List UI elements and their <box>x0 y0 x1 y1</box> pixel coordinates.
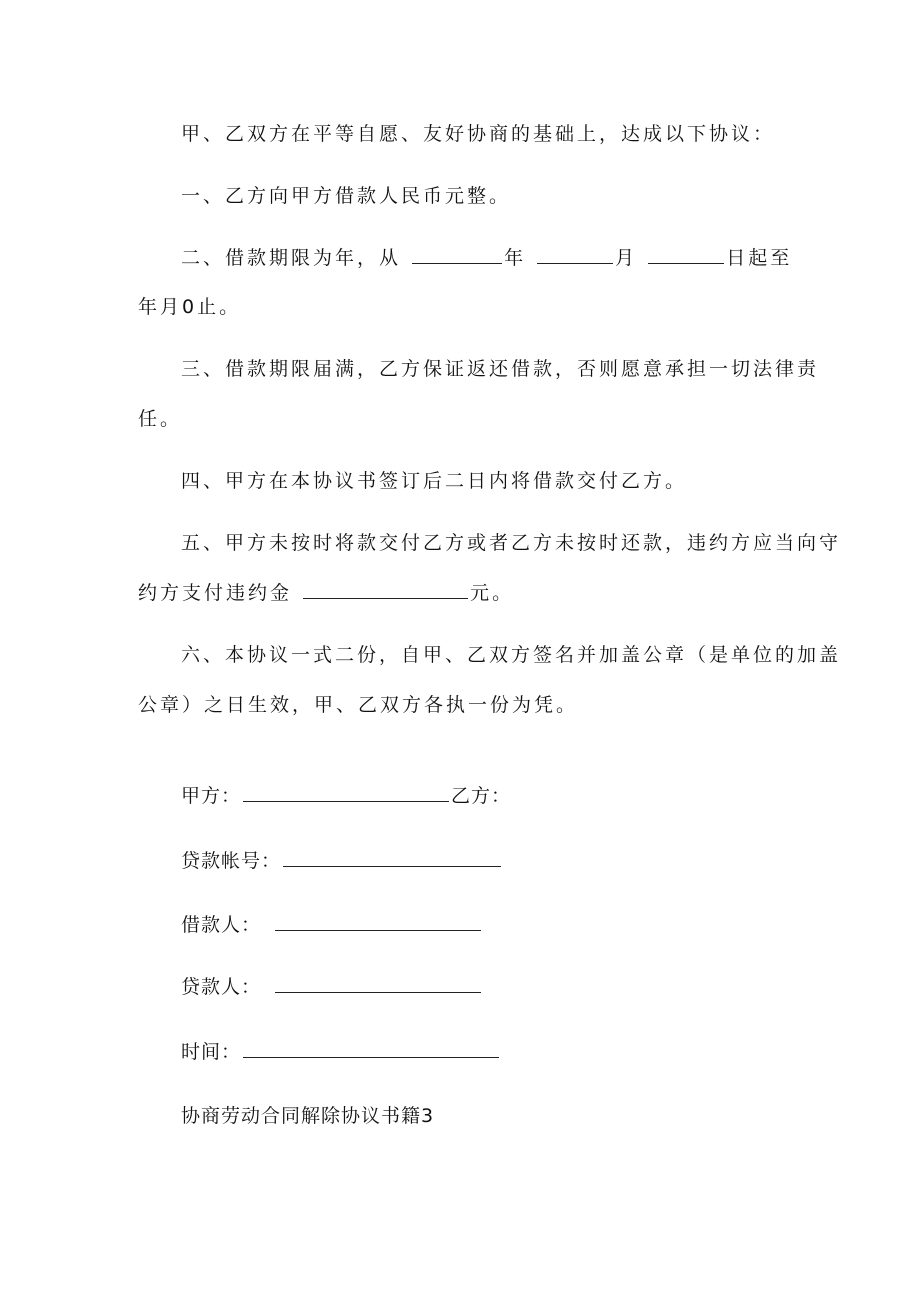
clause-1: 一、乙方向甲方借款人民币元整。 <box>181 185 512 207</box>
borrower-line <box>181 912 483 938</box>
clause-5-line-1: 五、甲方未按时将款交付乙方或者乙方未按时还款，违约方应当向守 <box>181 532 842 554</box>
clause-2-year: 年 <box>504 247 527 269</box>
clause-3-line-1: 三、借款期限届满，乙方保证返还借款，否则愿意承担一切法律责 <box>181 358 820 380</box>
account-blank[interactable] <box>283 848 501 867</box>
clause-2-text-b: 日起至 <box>726 247 793 269</box>
party-a-label: 甲方： <box>181 785 242 807</box>
party-b-label: 乙方： <box>451 785 512 807</box>
lender-blank[interactable] <box>275 974 481 993</box>
next-section-heading: 协商劳动合同解除协议书籍3 <box>181 1105 435 1127</box>
account-label: 贷款帐号： <box>181 850 282 872</box>
time-blank[interactable] <box>243 1039 499 1058</box>
clause-3-line-2: 任。 <box>138 408 183 430</box>
month-blank <box>537 245 613 264</box>
clause-2-text-a: 二、借款期限为年，从 <box>181 247 402 269</box>
clause-5-line-2 <box>138 580 514 606</box>
clause-4: 四、甲方在本协议书签订后二日内将借款交付乙方。 <box>181 470 688 492</box>
account-line <box>181 848 503 874</box>
penalty-amount-blank <box>303 580 468 599</box>
lender-line <box>181 974 483 1000</box>
clause-2-line-2: 年月0止。 <box>138 296 242 318</box>
time-line <box>181 1039 501 1065</box>
clause-5-text-a: 约方支付违约金 <box>138 582 293 604</box>
clause-6-line-2: 公章）之日生效，甲、乙双方各执一份为凭。 <box>138 694 579 716</box>
year-blank <box>412 245 502 264</box>
borrower-blank[interactable] <box>275 912 481 931</box>
day-blank <box>648 245 724 264</box>
clause-2-month: 月 <box>615 247 638 269</box>
time-label: 时间： <box>181 1041 242 1063</box>
clause-5-text-b: 元。 <box>470 582 515 604</box>
lender-label: 贷款人： <box>181 976 262 998</box>
clause-2-line-1 <box>181 245 792 271</box>
clause-6-line-1: 六、本协议一式二份，自甲、乙双方签名并加盖公章（是单位的加盖 <box>181 644 842 666</box>
party-a-blank[interactable] <box>243 783 449 802</box>
intro-paragraph: 甲、乙双方在平等自愿、友好协商的基础上，达成以下协议： <box>181 123 776 145</box>
party-signature-line <box>181 783 511 809</box>
borrower-label: 借款人： <box>181 914 262 936</box>
